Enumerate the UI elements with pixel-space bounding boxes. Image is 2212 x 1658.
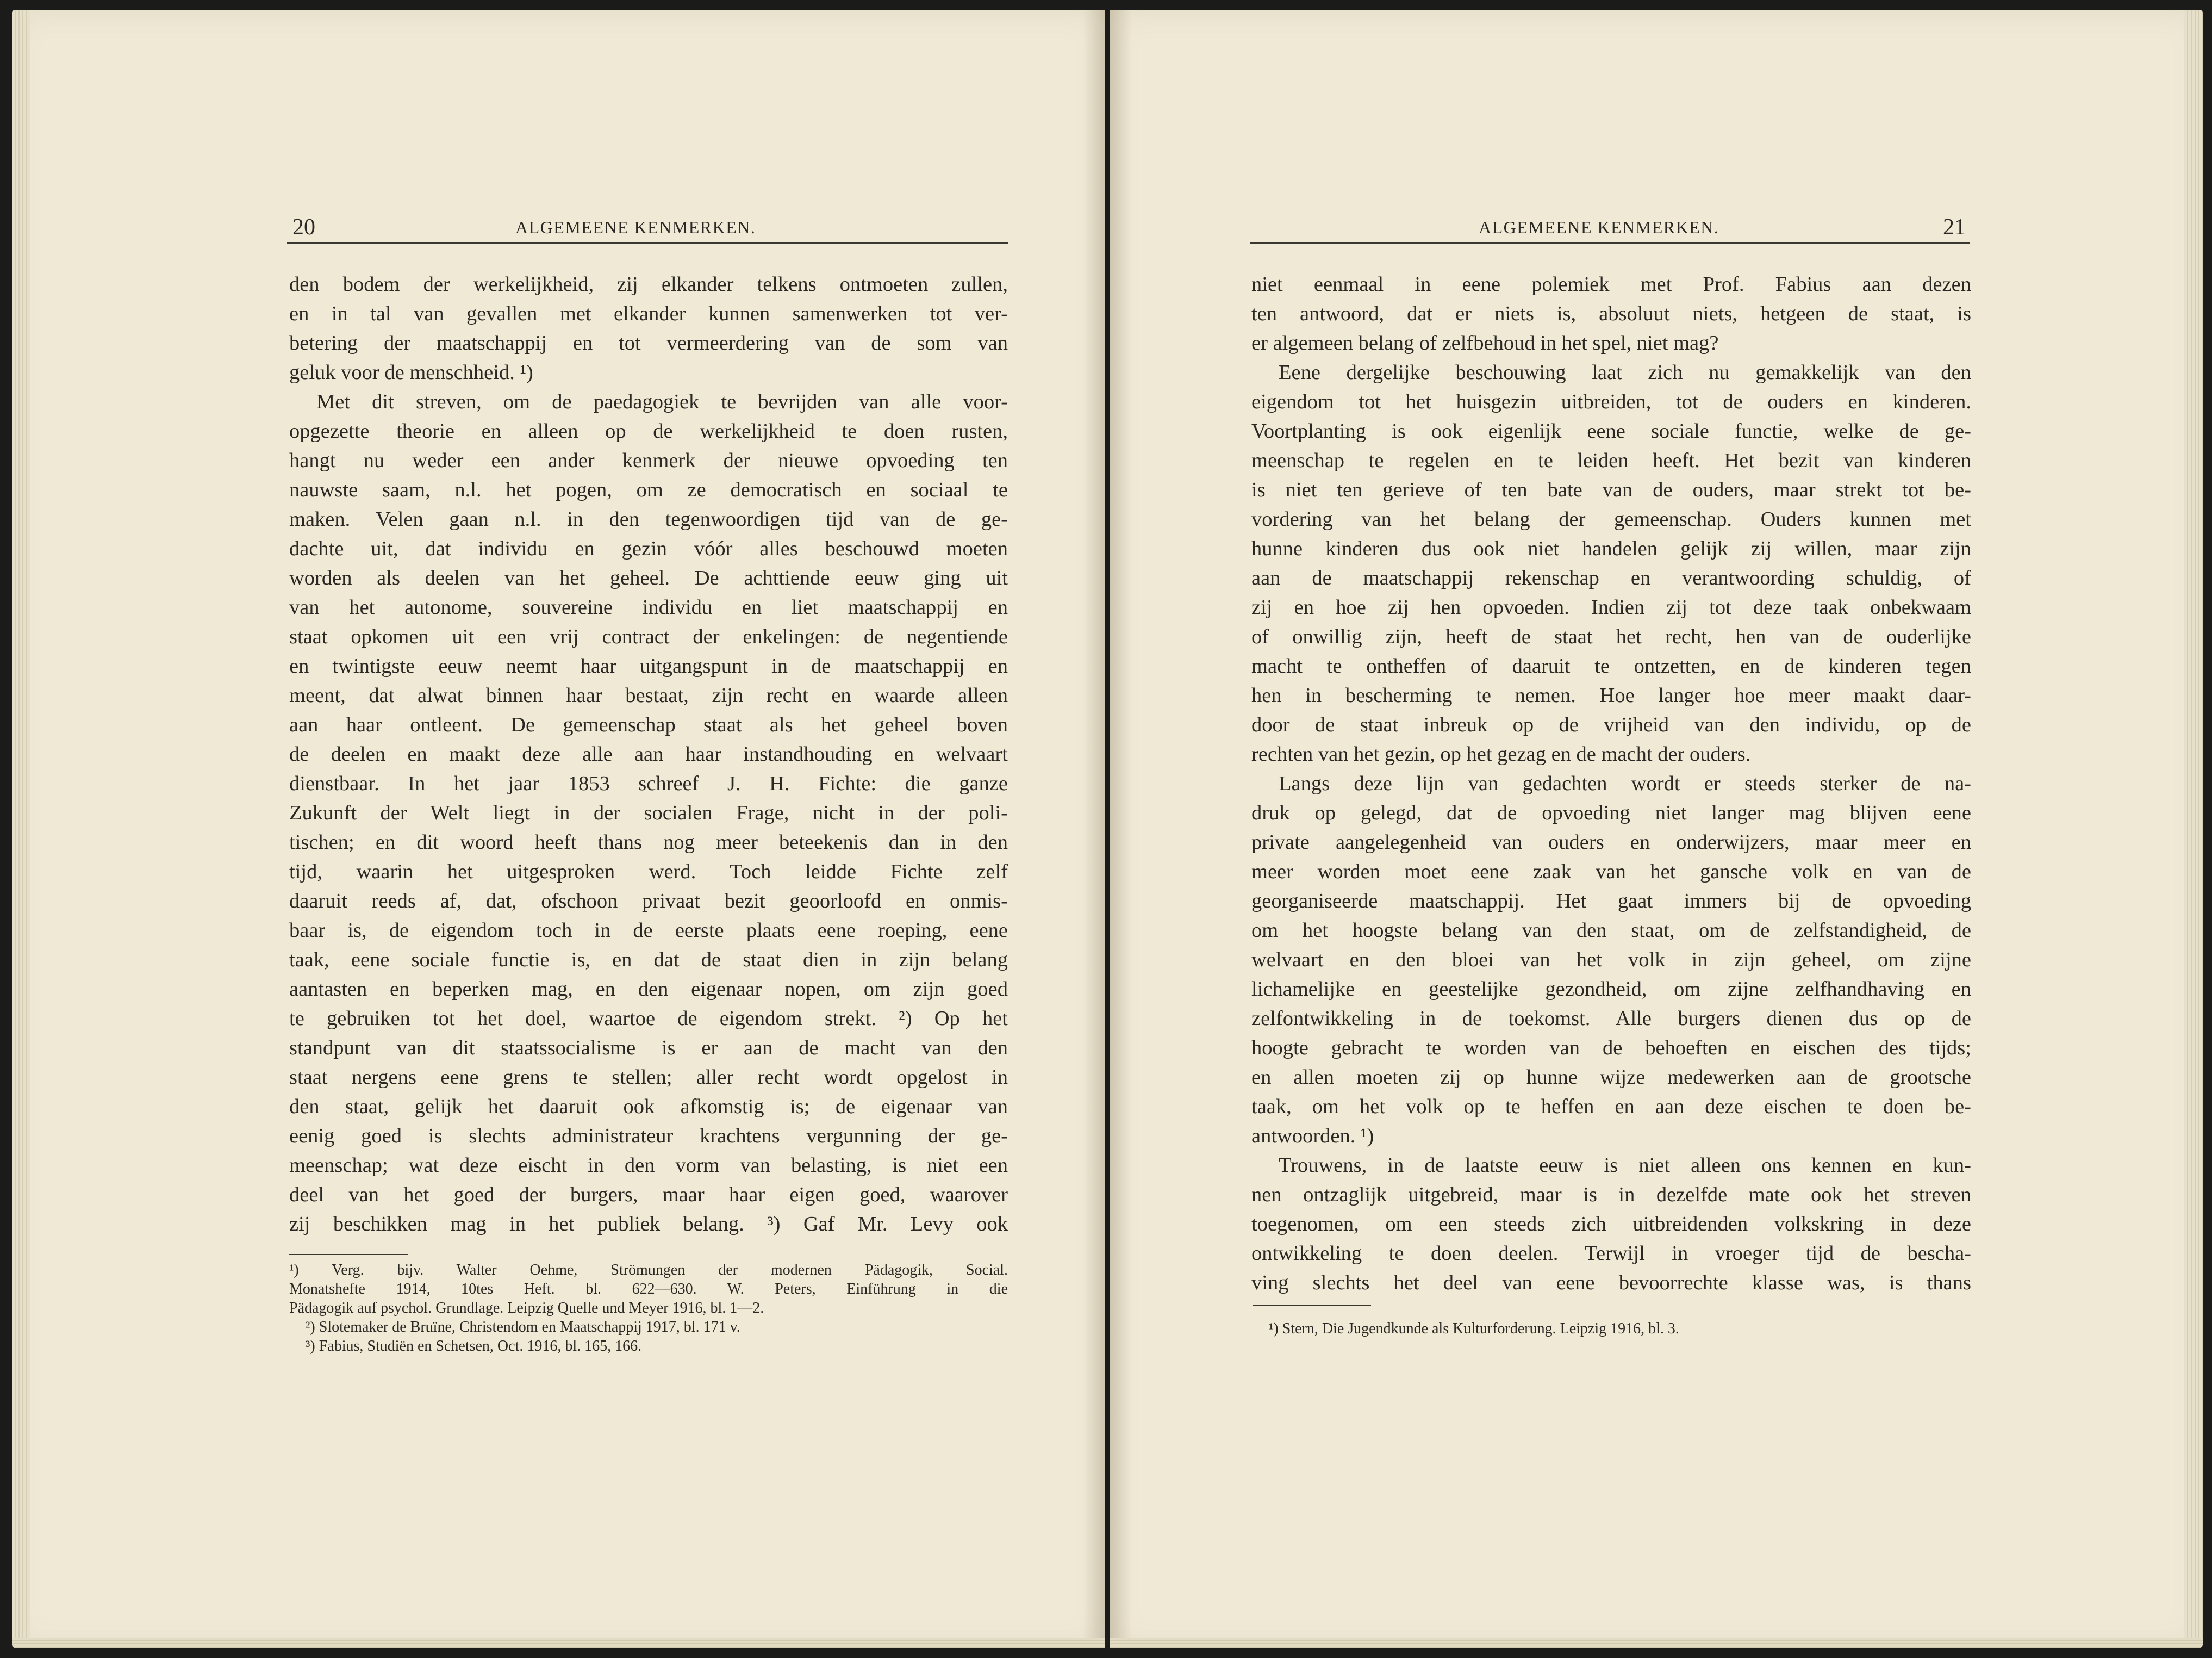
- text-line: standpunt van dit staatssocialisme is er aan de macht van den: [289, 1036, 1008, 1059]
- text-line: opgezette theorie en alleen op de werkelijkheid te doen rusten,: [289, 420, 1008, 443]
- text-line: rechten van het gezin, op het gezag en de macht der ouders.: [1251, 743, 1751, 766]
- text-line: meenschap te regelen en te leiden heeft. Het bezit van kinderen: [1251, 449, 1971, 472]
- body-text: [1251, 270, 1971, 1297]
- text-line: baar is, de eigendom toch in de eerste plaats eene roeping, eene: [289, 919, 1008, 942]
- text-line: hangt nu weder een ander kenmerk der nieuwe opvoeding ten: [289, 449, 1008, 472]
- text-line: aan de maatschappij rekenschap en verantwoording schuldig, of: [1251, 567, 1971, 589]
- running-head: ALGEMEENE KENMERKEN.: [515, 218, 756, 237]
- page-edge: [12, 10, 30, 1648]
- running-head: ALGEMEENE KENMERKEN.: [1479, 218, 1719, 237]
- text-line: hoogte gebracht te worden van de behoeften en eischen des tijds;: [1251, 1036, 1971, 1059]
- text-line: niet eenmaal in eene polemiek met Prof. Fabius aan dezen: [1251, 273, 1971, 296]
- text-line: Zukunft der Welt liegt in der socialen Frage, nicht in der poli-: [289, 802, 1008, 824]
- footnote-rule: [289, 1254, 408, 1255]
- body-text: [289, 270, 1008, 1239]
- text-line: zelfontwikkeling in de toekomst. Alle burgers dienen dus op de: [1251, 1007, 1971, 1030]
- gutter-shadow: [1110, 10, 1132, 1648]
- header-rule: [1250, 242, 1970, 244]
- text-line: staat opkomen uit een vrij contract der enkelingen: de negentiende: [289, 625, 1008, 648]
- text-line: en in tal van gevallen met elkander kunnen samenwerken tot ver-: [289, 302, 1008, 325]
- text-line: tijd, waarin het uitgesproken werd. Toch leidde Fichte zelf: [289, 860, 1008, 883]
- text-line: meent, dat alwat binnen haar bestaat, zijn recht en waarde alleen: [289, 684, 1008, 707]
- right-page: [1110, 10, 2203, 1648]
- text-line: taak, om het volk op te heffen en aan deze eischen te doen be-: [1251, 1095, 1971, 1118]
- text-line: macht te ontheffen of daaruit te ontzetten, en de kinderen tegen: [1251, 655, 1971, 678]
- text-line: den bodem der werkelijkheid, zij elkander telkens ontmoeten zullen,: [289, 273, 1008, 296]
- footnote-line: Pädagogik auf psychol. Grundlage. Leipzig Quelle und Meyer 1916, bl. 1—2.: [289, 1300, 764, 1317]
- text-line: zij en hoe zij hen opvoeden. Indien zij tot deze taak onbekwaam: [1251, 596, 1971, 619]
- text-line: aantasten en beperken mag, en den eigenaar nopen, om zijn goed: [289, 978, 1008, 1001]
- text-line: van het autonome, souvereine individu en liet maatschappij en: [289, 596, 1008, 619]
- text-line: en twintigste eeuw neemt haar uitgangspunt in de maatschappij en: [289, 655, 1008, 678]
- footnotes: [289, 1260, 1008, 1356]
- text-line: er algemeen belang of zelfbehoud in het spel, niet mag?: [1251, 332, 1719, 355]
- text-line: om het hoogste belang van den staat, om de zelfstandigheid, de: [1251, 919, 1971, 942]
- text-line: Met dit streven, om de paedagogiek te bevrijden van alle voor-: [316, 390, 1008, 413]
- text-line: meer worden moet eene zaak van het gansche volk en van de: [1251, 860, 1971, 883]
- text-line: daaruit reeds af, dat, ofschoon privaat bezit geoorloofd en onmis-: [289, 890, 1008, 912]
- text-line: ten antwoord, dat er niets is, absoluut niets, hetgeen de staat, is: [1251, 302, 1971, 325]
- footnote-rule: [1253, 1305, 1371, 1306]
- text-line: welvaart en den bloei van het volk in zijn geheel, om zijne: [1251, 948, 1971, 971]
- footnote-line: ¹) Verg. bijv. Walter Oehme, Strömungen der modernen Pädagogik, Social.: [289, 1262, 1008, 1278]
- page-number: 20: [292, 215, 315, 240]
- text-line: te gebruiken tot het doel, waartoe de eigendom strekt. ²) Op het: [289, 1007, 1008, 1030]
- header-rule: [287, 242, 1008, 244]
- text-line: maken. Velen gaan n.l. in den tegenwoordigen tijd van de ge-: [289, 508, 1008, 531]
- footnote-line: ²) Slotemaker de Bruïne, Christendom en Maatschappij 1917, bl. 171 v.: [306, 1319, 740, 1336]
- text-line: vordering van het belang der gemeenschap. Ouders kunnen met: [1251, 508, 1971, 531]
- text-line: geluk voor de menschheid. ¹): [289, 361, 533, 384]
- text-line: de deelen en maakt deze alle aan haar instandhouding en welvaart: [289, 743, 1008, 766]
- text-line: zij beschikken mag in het publiek belang. ³) Gaf Mr. Levy ook: [289, 1213, 1008, 1235]
- text-line: Voortplanting is ook eigenlijk eene sociale functie, welke de ge-: [1251, 420, 1971, 443]
- text-line: deel van het goed der burgers, maar haar eigen goed, waarover: [289, 1183, 1008, 1206]
- page-edge: [2184, 10, 2203, 1648]
- text-line: hunne kinderen dus ook niet handelen gelijk zij willen, maar zijn: [1251, 537, 1971, 560]
- page-header: [1250, 211, 1970, 244]
- text-line: Trouwens, in de laatste eeuw is niet alleen ons kennen en kun-: [1279, 1154, 1971, 1177]
- text-line: ving slechts het deel van eene bevoorrechte klasse was, is thans: [1251, 1271, 1971, 1294]
- footnote-line: ³) Fabius, Studiën en Schetsen, Oct. 1916, bl. 165, 166.: [306, 1338, 642, 1355]
- text-line: taak, eene sociale functie is, en dat de staat dien in zijn belang: [289, 948, 1008, 971]
- text-line: hen in bescherming te nemen. Hoe langer hoe meer maakt daar-: [1251, 684, 1971, 707]
- text-line: lichamelijke en geestelijke gezondheid, om zijne zelfhandhaving en: [1251, 978, 1971, 1001]
- text-line: dienstbaar. In het jaar 1853 schreef J. H. Fichte: die ganze: [289, 772, 1008, 795]
- text-line: antwoorden. ¹): [1251, 1125, 1374, 1147]
- text-line: betering der maatschappij en tot vermeerdering van de som van: [289, 332, 1008, 355]
- text-line: eigendom tot het huisgezin uitbreiden, tot de ouders en kinderen.: [1251, 390, 1971, 413]
- text-line: nauwste saam, n.l. het pogen, om ze democratisch en sociaal te: [289, 479, 1008, 501]
- text-line: nen ontzaglijk uitgebreid, maar is in dezelfde mate ook het streven: [1251, 1183, 1971, 1206]
- page-bottom-edge: [1110, 1638, 2203, 1648]
- footnote-line: Monatshefte 1914, 10tes Heft. bl. 622—630. W. Peters, Einführung in die: [289, 1281, 1008, 1297]
- page-header: [287, 211, 1008, 244]
- gutter-shadow: [1083, 10, 1105, 1648]
- text-line: eenig goed is slechts administrateur krachtens vergunning der ge-: [289, 1125, 1008, 1147]
- text-line: tischen; en dit woord heeft thans nog meer beteekenis dan in den: [289, 831, 1008, 854]
- page-bottom-edge: [12, 1638, 1105, 1648]
- text-line: staat nergens eene grens te stellen; aller recht wordt opgelost in: [289, 1066, 1008, 1089]
- text-line: ontwikkeling te doen deelen. Terwijl in vroeger tijd de bescha-: [1251, 1242, 1971, 1265]
- text-line: aan haar ontleent. De gemeenschap staat als het geheel boven: [289, 713, 1008, 736]
- text-line: georganiseerde maatschappij. Het gaat immers bij de opvoeding: [1251, 890, 1971, 912]
- text-line: toegenomen, om een steeds zich uitbreidenden volkskring in deze: [1251, 1213, 1971, 1235]
- text-line: of onwillig zijn, heeft de staat het recht, hen van de ouderlijke: [1251, 625, 1971, 648]
- text-line: dachte uit, dat individu en gezin vóór alles beschouwd moeten: [289, 537, 1008, 560]
- text-line: is niet ten gerieve of ten bate van de ouders, maar strekt tot be-: [1251, 479, 1971, 501]
- text-line: den staat, gelijk het daaruit ook afkomstig is; de eigenaar van: [289, 1095, 1008, 1118]
- page-number: 21: [1943, 215, 1966, 240]
- book-spread: [12, 10, 2203, 1648]
- left-page: [12, 10, 1105, 1648]
- text-line: worden als deelen van het geheel. De achttiende eeuw ging uit: [289, 567, 1008, 589]
- text-line: private aangelegenheid van ouders en onderwijzers, maar meer en: [1251, 831, 1971, 854]
- text-line: Langs deze lijn van gedachten wordt er steeds sterker de na-: [1279, 772, 1971, 795]
- text-line: en allen moeten zij op hunne wijze medewerken aan de grootsche: [1251, 1066, 1971, 1089]
- text-line: Eene dergelijke beschouwing laat zich nu gemakkelijk van den: [1279, 361, 1971, 384]
- footnote-line: ¹) Stern, Die Jugendkunde als Kulturforderung. Leipzig 1916, bl. 3.: [1269, 1320, 1679, 1337]
- text-line: door de staat inbreuk op de vrijheid van den individu, op de: [1251, 713, 1971, 736]
- text-line: meenschap; wat deze eischt in den vorm van belasting, is niet een: [289, 1154, 1008, 1177]
- text-line: druk op gelegd, dat de opvoeding niet langer mag blijven eene: [1251, 802, 1971, 824]
- footnotes: [1253, 1319, 1971, 1338]
